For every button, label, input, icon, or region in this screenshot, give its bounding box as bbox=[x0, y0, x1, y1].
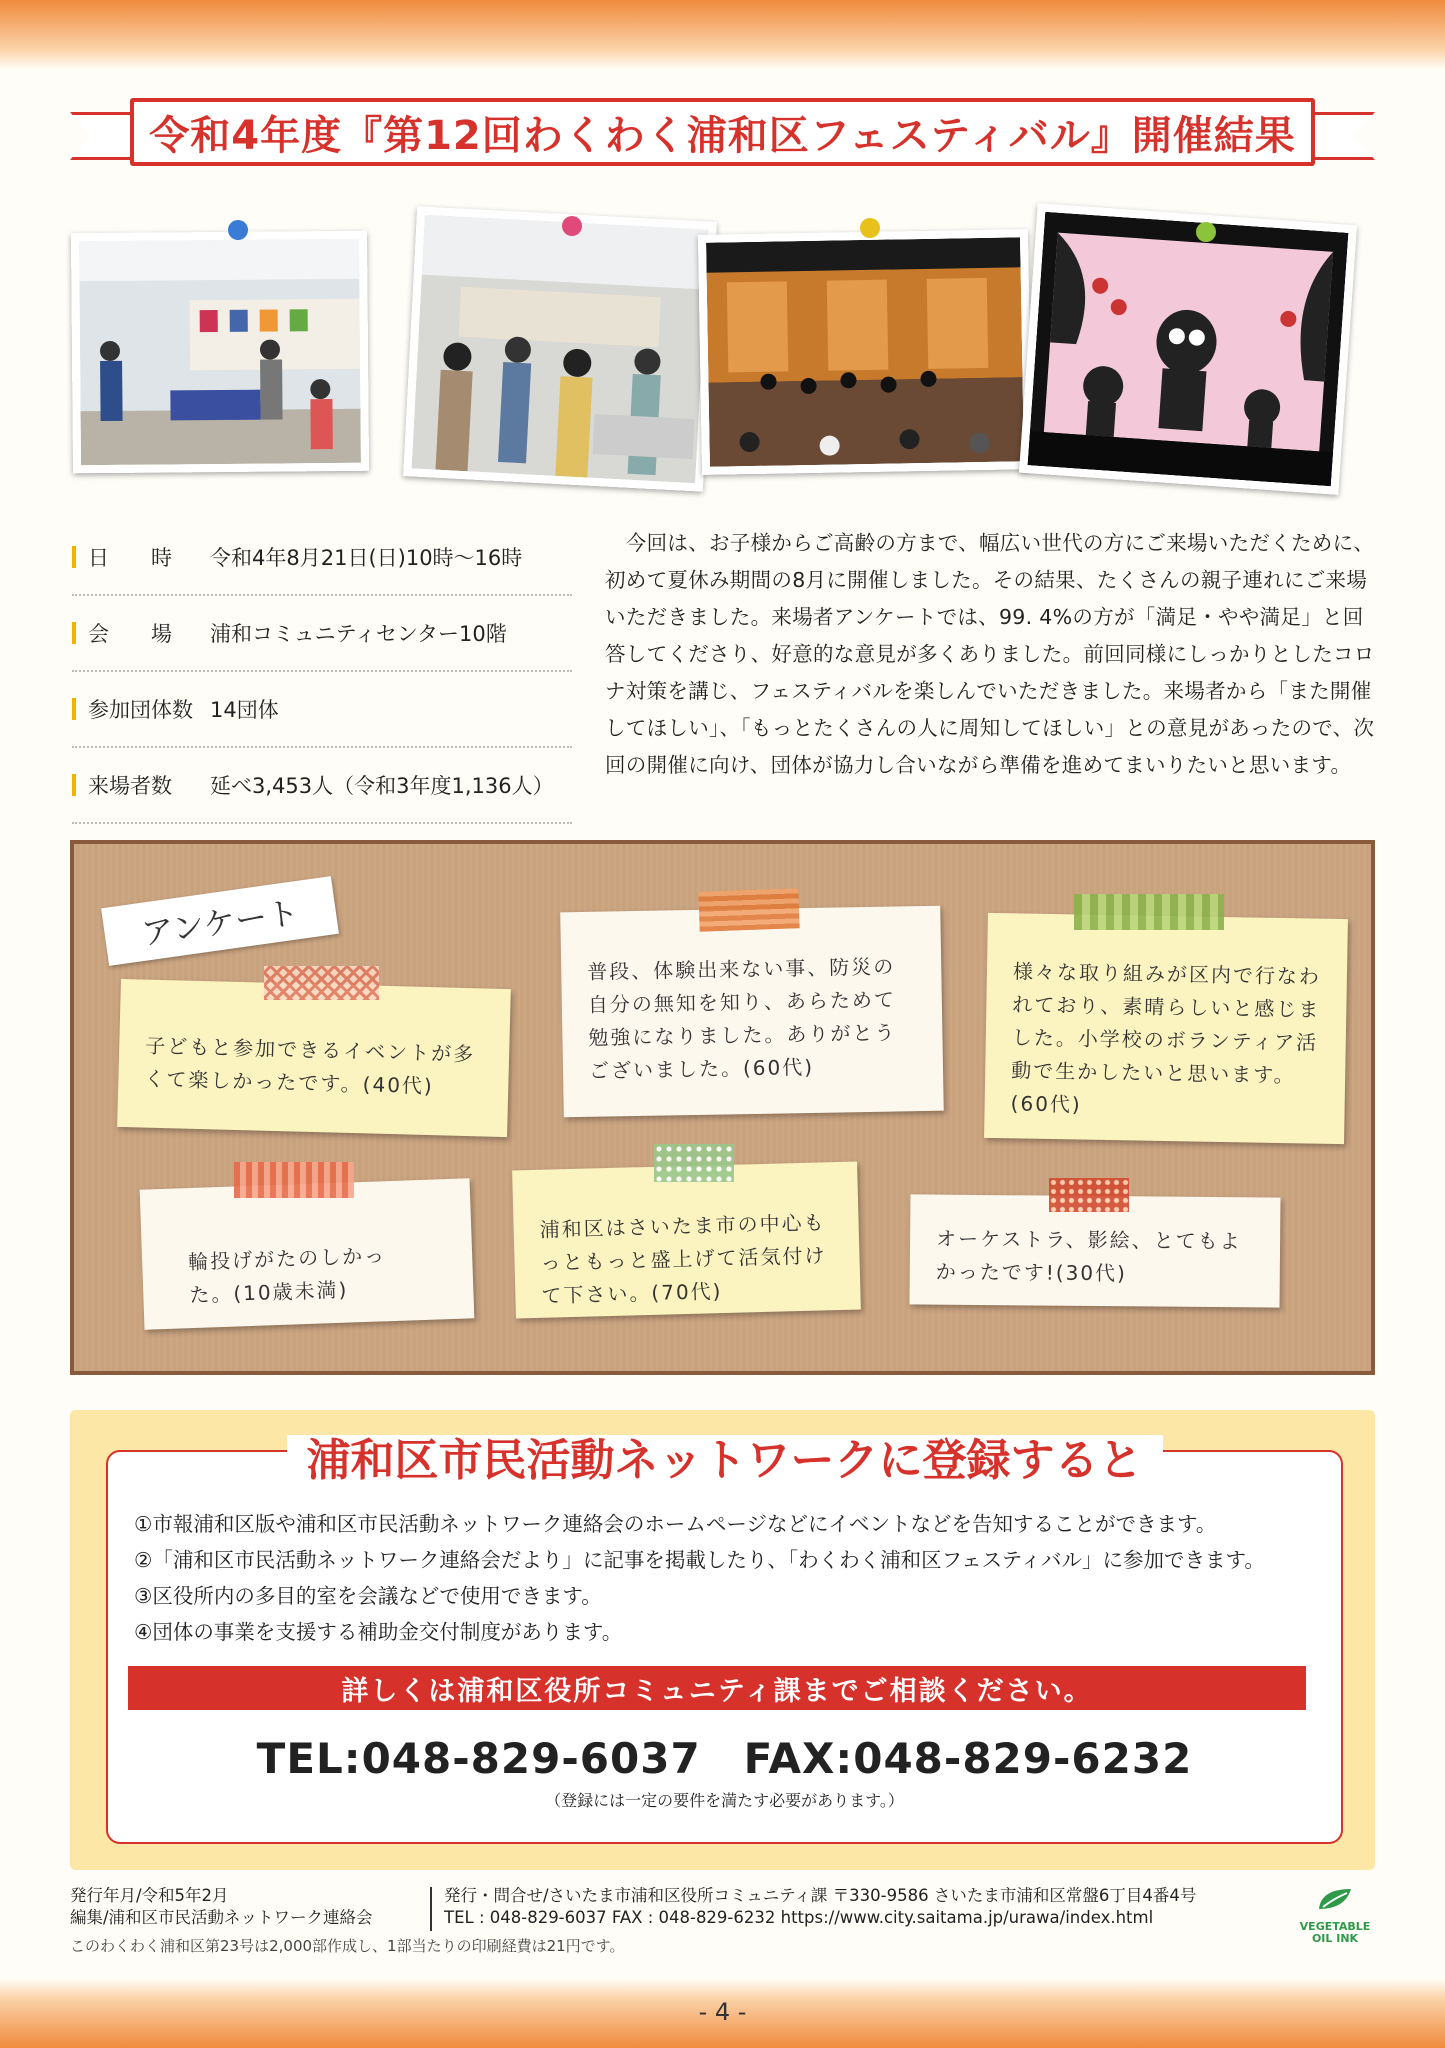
leaf-icon bbox=[1315, 1885, 1355, 1913]
survey-note-4: 輪投げがたのしかった。(10歳未満) bbox=[140, 1178, 475, 1329]
photo-exhibition bbox=[71, 231, 369, 474]
page-number: - 4 - bbox=[698, 1998, 747, 2026]
tape-6 bbox=[1049, 1178, 1129, 1212]
contact-numbers: TEL:048-829-6037 FAX:048-829-6232 bbox=[256, 1734, 1193, 1783]
page-title: 令和4年度『第12回わくわく浦和区フェスティバル』開催結果 bbox=[149, 112, 1296, 159]
tape-3 bbox=[1074, 894, 1224, 930]
issue-date: 発行年月/令和5年2月 bbox=[70, 1886, 229, 1905]
pin-pink bbox=[562, 216, 582, 236]
survey-heading: アンケート bbox=[139, 893, 302, 953]
registration-section bbox=[70, 1410, 1375, 1870]
info-row-groups: 参加団体数 14団体 bbox=[72, 672, 572, 748]
tape-2 bbox=[698, 888, 799, 931]
survey-note-3: 様々な取り組みが区内で行なわれており、素晴らしいと感じました。小学校のボランティア活動で生かしたいと思います。(60代) bbox=[984, 913, 1348, 1144]
registration-title: 浦和区市民活動ネットワークに登録すると bbox=[287, 1435, 1163, 1486]
printing-info: このわくわく浦和区第23号は2,000部作成し、1部当たりの印刷経費は21円です。 bbox=[70, 1937, 625, 1955]
tape-5 bbox=[654, 1144, 734, 1182]
benefit-item: ④団体の事業を支援する補助金交付制度があります。 bbox=[134, 1620, 623, 1644]
benefit-item: ③区役所内の多目的室を会議などで使用できます。 bbox=[134, 1584, 602, 1608]
vegetable-oil-ink-logo: VEGETABLE OIL INK bbox=[1295, 1885, 1375, 1945]
pin-blue bbox=[228, 220, 248, 240]
pin-yellow bbox=[860, 218, 880, 238]
benefit-item: ①市報浦和区版や浦和区市民活動ネットワーク連絡会のホームページなどにイベントなどを告知することができます。 bbox=[134, 1512, 1217, 1536]
survey-board bbox=[70, 840, 1375, 1375]
benefit-item: ②「浦和区市民活動ネットワーク連絡会だより」に記事を掲載したり、「わくわく浦和区フェスティバル」に参加できます。 bbox=[134, 1548, 1265, 1572]
event-info bbox=[72, 520, 572, 824]
publisher: 発行・問合せ/さいたま市浦和区役所コミュニティ課 〒330-9586 さいたま市浦和区常盤6丁目4番4号 bbox=[444, 1886, 1197, 1905]
registration-note: （登録には一定の要件を満たす必要があります。） bbox=[545, 1791, 904, 1810]
top-decorative-band bbox=[0, 0, 1445, 70]
survey-heading-tag bbox=[101, 876, 339, 966]
publisher-contact[interactable]: TEL : 048-829-6037 FAX : 048-829-6232 https://www.city.saitama.jp/urawa/index.html bbox=[444, 1908, 1154, 1927]
inquiry-banner: 詳しくは浦和区役所コミュニティ課までご相談ください。 bbox=[128, 1666, 1306, 1710]
survey-note-2: 普段、体験出来ない事、防災の自分の無知を知り、あらためて勉強になりました。ありがとうございました。(60代) bbox=[560, 906, 944, 1118]
photo-orchestra bbox=[698, 229, 1032, 475]
info-row-venue: 会 場 浦和コミュニティセンター10階 bbox=[72, 596, 572, 672]
info-row-visitors: 来場者数 延べ3,453人（令和3年度1,136人） bbox=[72, 748, 572, 824]
pin-green bbox=[1196, 222, 1216, 242]
photo-crowd bbox=[403, 206, 717, 491]
report-paragraph: 今回は、お子様からご高齢の方まで、幅広い世代の方にご来場いただくために、初めて夏休み期間の8月に開催しました。その結果、たくさんの親子連れにご来場いただきました。来場者アンケートでは、99. 4%の方が「満足・やや満足」と回答してくださり、好意的な意見が多くありました。前回同様にしっかりとしたコロナ対策を講じ、フェスティバルを楽しんでいただきました。来場者から「また開催してほしい」、「もっとたくさんの人に周知してほしい」との意見があったので、次回の開催に向け、団体が協力し合いながら準備を進めてまいりたいと思います。 bbox=[605, 531, 1375, 777]
ribbon-right bbox=[1305, 112, 1375, 160]
survey-note-5: 浦和区はさいたま市の中心もっともっと盛上げて活気付けて下さい。(70代) bbox=[512, 1162, 861, 1319]
registration-benefits bbox=[134, 1506, 1265, 1650]
registration-panel bbox=[106, 1435, 1343, 1844]
survey-note-6: オーケストラ、影絵、とてもよかったです!(30代) bbox=[910, 1194, 1281, 1307]
title-banner bbox=[70, 92, 1375, 174]
photo-shadow-puppet bbox=[1019, 203, 1357, 495]
tape-4 bbox=[234, 1162, 354, 1198]
editor: 編集/浦和区市民活動ネットワーク連絡会 bbox=[70, 1908, 373, 1927]
info-row-date: 日 時 令和4年8月21日(日)10時～16時 bbox=[72, 520, 572, 596]
tape-1 bbox=[264, 966, 379, 1000]
survey-note-1: 子どもと参加できるイベントが多くて楽しかったです。(40代) bbox=[117, 979, 511, 1137]
footer-divider bbox=[430, 1887, 432, 1931]
